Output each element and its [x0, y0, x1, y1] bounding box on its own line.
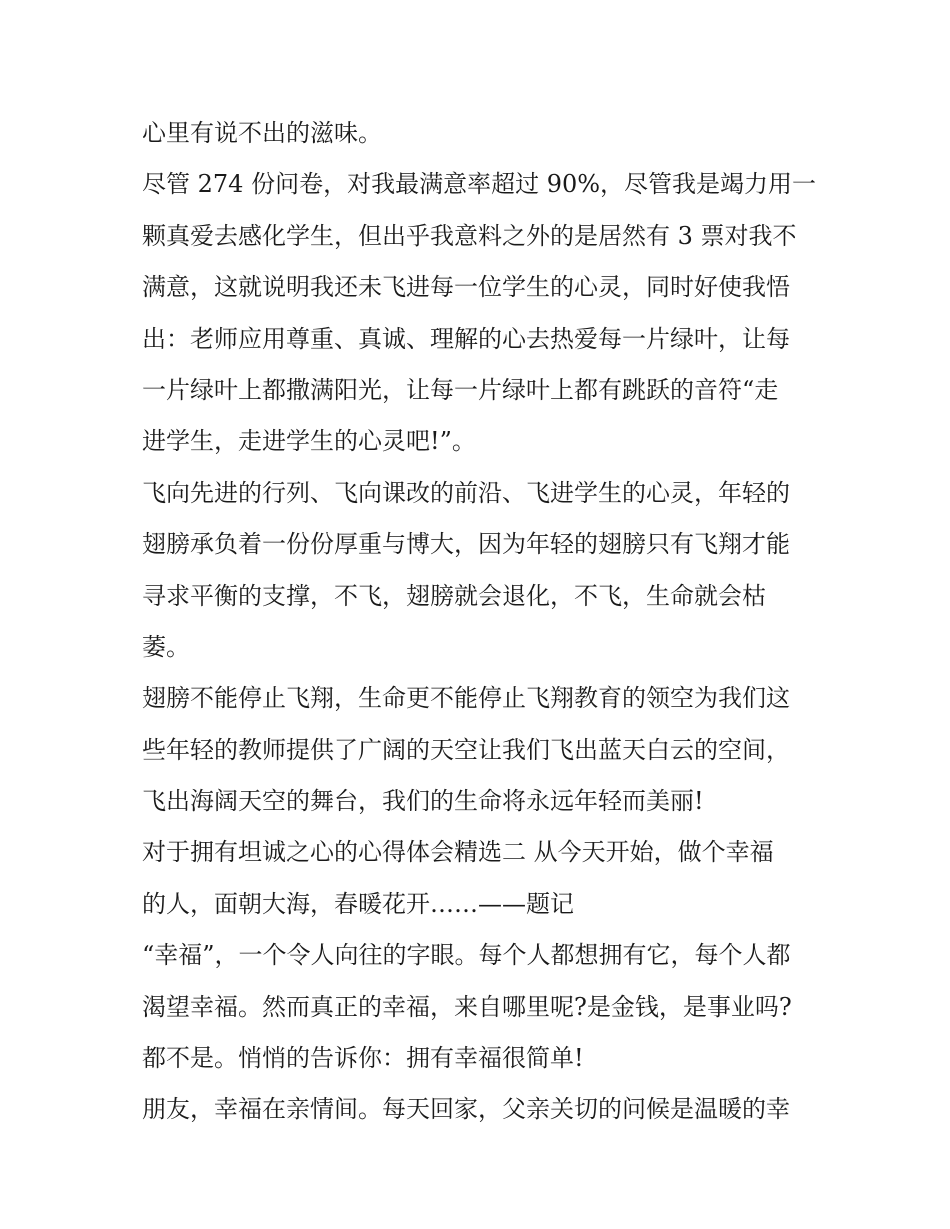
text-line: 翅膀不能停止飞翔，生命更不能停止飞翔教育的领空为我们这 [142, 684, 790, 713]
text-line: 满意，这就说明我还未飞进每一位学生的心灵，同时好使我悟 [142, 273, 790, 302]
text-line: 出：老师应用尊重、真诚、理解的心去热爱每一片绿叶，让每 [142, 324, 790, 353]
document-body [142, 108, 822, 1136]
text-line: 颗真爱去感化学生，但出乎我意料之外的是居然有 3 票对我不 [142, 221, 797, 250]
text-line: 萎。 [142, 632, 190, 661]
text-line: “幸福”，一个令人向往的字眼。每个人都想拥有它，每个人都 [142, 941, 791, 970]
text-line: 朋友，幸福在亲情间。每天回家，父亲关切的问候是温暖的幸 [142, 1095, 790, 1124]
text-line: 寻求平衡的支撑，不飞，翅膀就会退化，不飞，生命就会枯 [142, 581, 766, 610]
text-line: 对于拥有坦诚之心的心得体会精选二 从今天开始，做个幸福 [142, 838, 774, 867]
text-line: 些年轻的教师提供了广阔的天空让我们飞出蓝天白云的空间， [142, 735, 790, 764]
text-line: 进学生，走进学生的心灵吧!”。 [142, 427, 476, 456]
text-line: 的人，面朝大海，春暖花开……——题记 [142, 889, 574, 918]
text-line: 飞向先进的行列、飞向课改的前沿、飞进学生的心灵，年轻的 [142, 478, 790, 507]
text-line: 心里有说不出的滋味。 [142, 119, 382, 147]
text-line: 渴望幸福。然而真正的幸福，来自哪里呢?是金钱，是事业吗? [142, 992, 792, 1021]
text-line: 翅膀承负着一份份厚重与博大，因为年轻的翅膀只有飞翔才能 [142, 530, 790, 559]
text-line: 一片绿叶上都撒满阳光，让每一片绿叶上都有跳跃的音符“走 [142, 375, 779, 404]
text-line: 飞出海阔天空的舞台，我们的生命将永远年轻而美丽! [142, 787, 704, 816]
text-line: 尽管 274 份问卷，对我最满意率超过 90%，尽管我是竭力用一 [142, 170, 817, 199]
text-line: 都不是。悄悄的告诉你：拥有幸福很简单! [142, 1044, 584, 1073]
